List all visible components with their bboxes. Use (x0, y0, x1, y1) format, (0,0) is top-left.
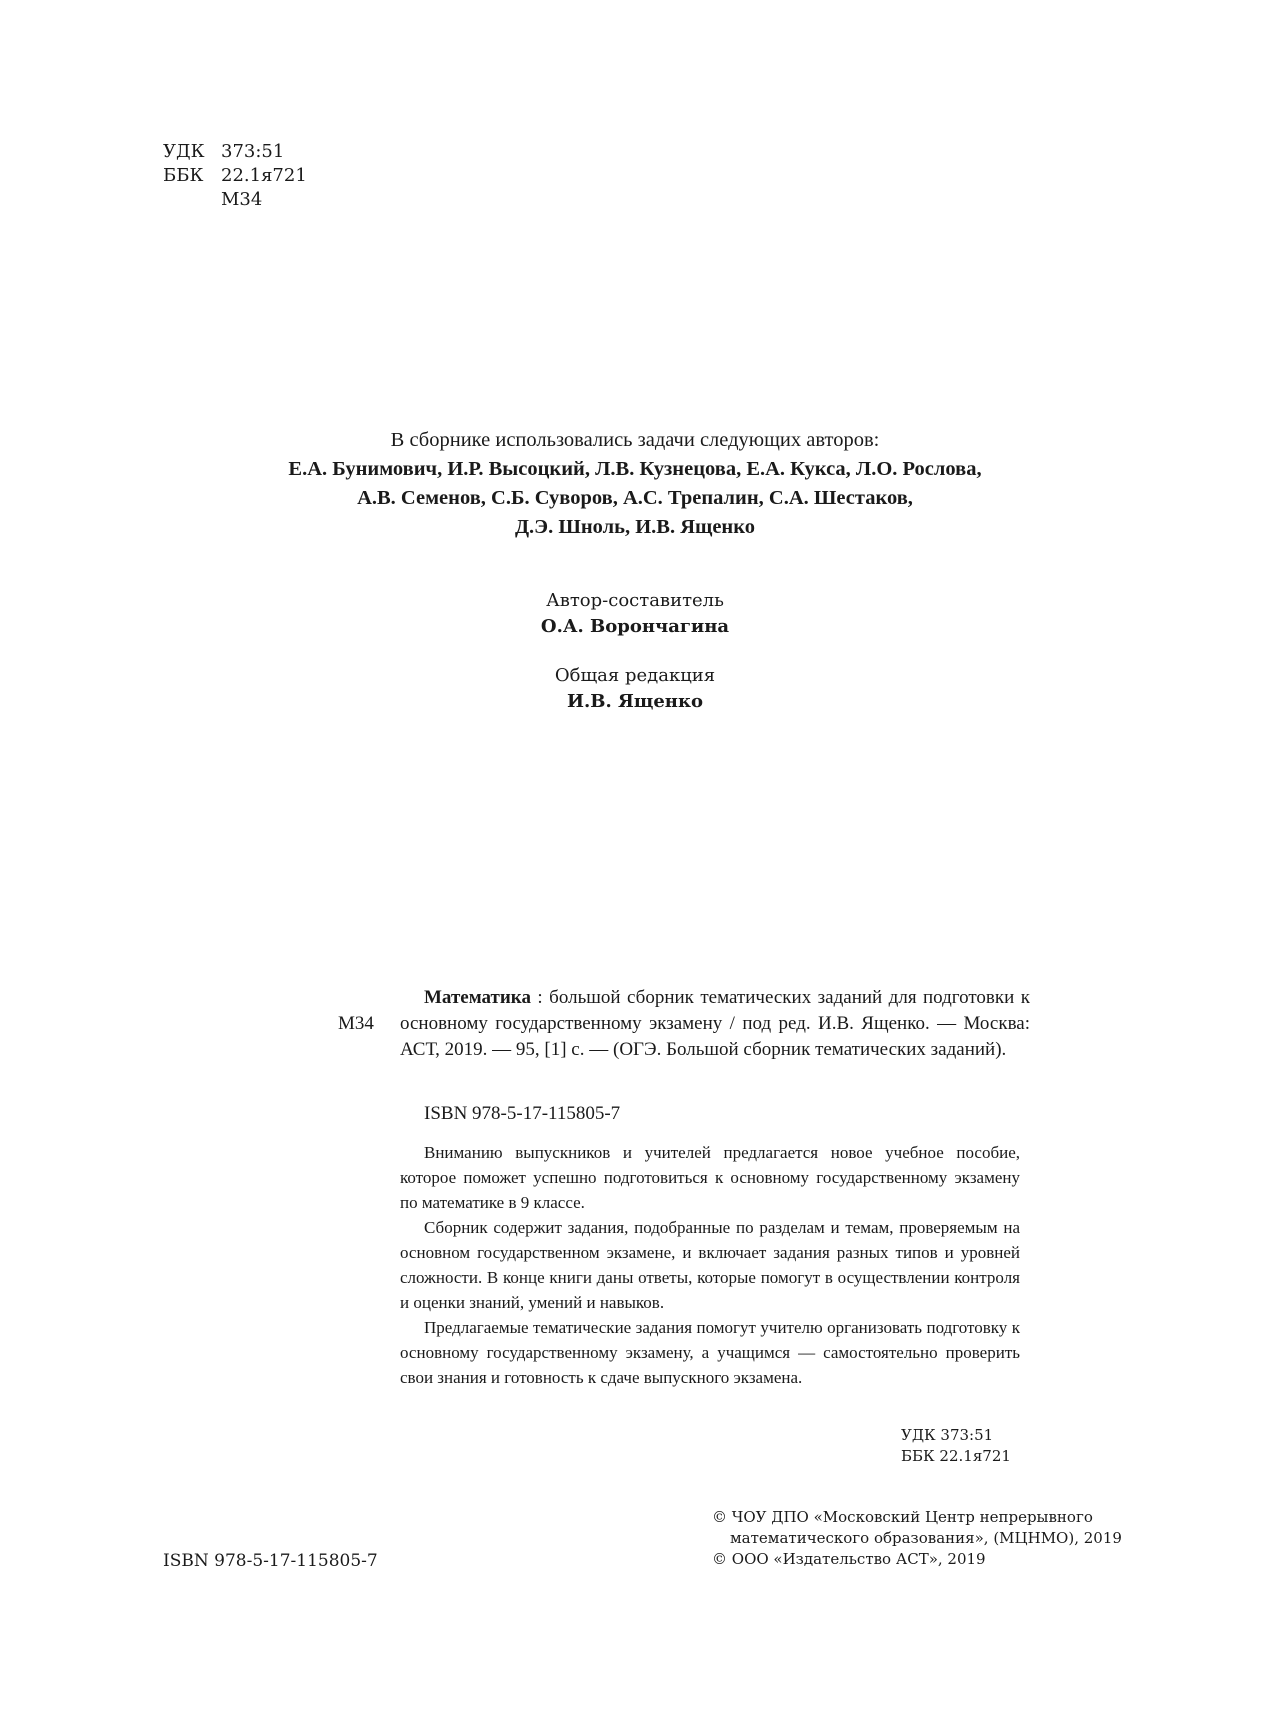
authors-block (0, 426, 1270, 542)
bbk-label: ББК (163, 165, 204, 186)
compiler-name: О.А. Ворончагина (540, 616, 730, 637)
annotation-paragraph: Предлагаемые тематические задания помогут учителю организовать подготовку к основному государственному экзамену, а учащимся — самостоятельно проверить свои знания и готовность к сдаче выпускного экзамена. (400, 1318, 1020, 1387)
book-description: : большой сборник тематических заданий для подготовки к основному государственному экзамену / под ред. И.В. Ященко. — Москва: АСТ, 2019. — 95, [1] с. — (ОГЭ. Большой сборник тематических заданий). (400, 987, 1030, 1060)
author-mark: М34 (221, 189, 263, 210)
compiler-role: Автор-составитель (546, 590, 724, 611)
classification-bottom (901, 1425, 1011, 1467)
annotation (400, 1140, 1020, 1390)
authors-intro: В сборнике использовались задачи следующих авторов: (390, 429, 880, 451)
udk-label: УДК (163, 141, 205, 162)
annotation-paragraph: Вниманию выпускников и учителей предлагается новое учебное пособие, которое поможет успешно подготовиться к основному государственному экзамену по математике в 9 классе. (400, 1143, 1020, 1212)
udk-row (163, 140, 307, 164)
authors-line: А.В. Семенов, С.Б. Суворов, А.С. Трепалин, С.А. Шестаков, (357, 487, 913, 509)
editor-credit (0, 663, 1270, 715)
bbk-bottom: ББК 22.1я721 (901, 1447, 1011, 1465)
isbn-bottom: ISBN 978-5-17-115805-7 (163, 1551, 378, 1571)
udk-value: 373:51 (221, 141, 285, 162)
bibliographic-record (400, 985, 1030, 1063)
copyright-block (712, 1507, 1122, 1570)
copyright-line: © ЧОУ ДПО «Московский Центр непрерывного (712, 1508, 1093, 1526)
annotation-paragraph: Сборник содержит задания, подобранные по разделам и темам, проверяемым на основном государственном экзамене, и включает задания разных типов и уровней сложности. В конце книги даны ответы, которые помогут в осуществлении контроля и оценки знаний, умений и навыков. (400, 1218, 1020, 1312)
isbn-record: ISBN 978-5-17-115805-7 (424, 1103, 621, 1124)
compiler-credit (0, 588, 1270, 640)
authors-line: Е.А. Бунимович, И.Р. Высоцкий, Л.В. Кузнецова, Е.А. Кукса, Л.О. Рослова, (288, 458, 982, 480)
classification-top (163, 140, 307, 212)
authors-line: Д.Э. Шноль, И.В. Ященко (514, 516, 756, 538)
udk-bottom: УДК 373:51 (901, 1426, 994, 1444)
book-title: Математика (424, 987, 531, 1008)
copyright-line: математического образования», (МЦНМО), 2019 (730, 1529, 1122, 1547)
editor-name: И.В. Ященко (566, 691, 703, 712)
cutter-mark: М34 (338, 1013, 374, 1034)
copyright-line: © ООО «Издательство АСТ», 2019 (712, 1550, 986, 1568)
editor-role: Общая редакция (554, 665, 716, 686)
bbk-value: 22.1я721 (221, 165, 307, 186)
bbk-row (163, 164, 307, 188)
author-mark-row (163, 188, 307, 212)
